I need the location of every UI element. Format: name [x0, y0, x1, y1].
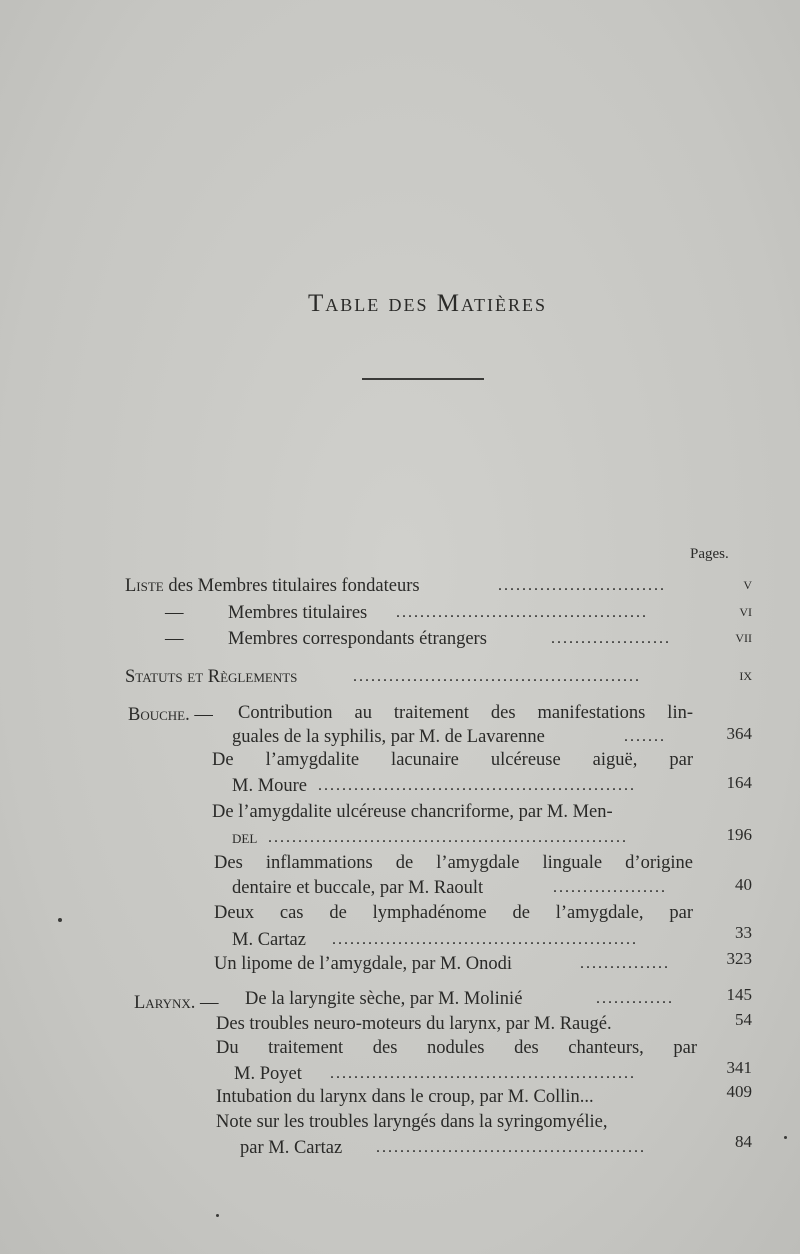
- entry-text: Deux cas de lymphadénome de l’amygdale, par: [214, 903, 693, 923]
- entry-text: Des troubles neuro-moteurs du larynx, par M. Raugé.: [216, 1014, 612, 1034]
- leader-dots: ...................................................: [332, 931, 638, 948]
- leader-dots: ............................................................: [268, 829, 628, 846]
- entry-text-cont: par M. Cartaz: [240, 1138, 343, 1158]
- page-number: 145: [726, 985, 752, 1004]
- toc-entry-liste-3: [165, 627, 487, 651]
- toc-entry-statuts: Statuts et Règlements: [125, 667, 298, 687]
- entry-text: De l’amygdalite ulcéreuse chancriforme, par M. Men-: [212, 802, 613, 822]
- pages-column-header: Pages.: [690, 546, 729, 562]
- page-number: vii: [735, 627, 752, 646]
- toc-entry-liste-1: [125, 574, 420, 598]
- leader-dots: ...............: [580, 955, 670, 972]
- entry-text-cont: M. Poyet: [234, 1064, 302, 1084]
- leader-dots: .......: [624, 728, 666, 745]
- page-number: 84: [735, 1132, 752, 1151]
- paper-speck: [58, 918, 62, 922]
- entry-text: [232, 725, 545, 749]
- leader-dots: .....................................................: [318, 777, 636, 794]
- page-title: Table des Matières: [308, 290, 547, 317]
- entry-text: Note sur les troubles laryngés dans la syringomyélie,: [216, 1112, 608, 1132]
- page-number: 323: [726, 949, 752, 968]
- page-number: 40: [735, 875, 752, 894]
- entry-text: Membres correspondants étrangers: [228, 629, 487, 649]
- entry-text-cont: M. Moure: [232, 776, 308, 796]
- entry-text: Intubation du larynx dans le croup, par M. Collin...: [216, 1087, 594, 1107]
- leader-dots: ....................: [551, 630, 671, 647]
- entry-text: Du traitement des nodules des chanteurs, par: [216, 1038, 697, 1058]
- page-number: 33: [735, 923, 752, 942]
- title-rule: [362, 378, 484, 380]
- entry-text: Des inflammations de l’amygdale linguale d’origine: [214, 853, 693, 873]
- page-number: 54: [735, 1010, 752, 1029]
- entry-text: Un lipome de l’amygdale, par M. Onodi: [214, 954, 512, 974]
- entry-text: Contribution au traitement des manifestations lin-: [238, 703, 693, 723]
- entry-text: des Membres titulaires fondateurs: [168, 576, 420, 596]
- ditto-dash: —: [165, 629, 184, 649]
- page-number: 164: [726, 773, 752, 792]
- leader-dots: ............................: [498, 577, 666, 594]
- leader-dots: .............................................: [376, 1139, 646, 1156]
- ditto-dash: —: [165, 603, 184, 623]
- entry-text-cont: del: [232, 828, 258, 848]
- leader-dots: ................................................: [353, 668, 641, 685]
- entry-text: Membres titulaires: [228, 603, 368, 623]
- leader-dots: .............: [596, 990, 674, 1007]
- section-head-liste: Liste: [125, 576, 164, 596]
- entry-text: De la laryngite sèche, par M. Molinié: [245, 989, 523, 1009]
- section-head-larynx: Larynx. —: [134, 993, 219, 1013]
- section-head-bouche: Bouche. —: [128, 705, 213, 725]
- entry-text-cont: M. Cartaz: [232, 930, 306, 950]
- entry-text-cont: dentaire et buccale, par M. Raoult: [232, 878, 484, 898]
- paper-speck: [784, 1136, 787, 1139]
- page-number: 364: [726, 724, 752, 743]
- page-number: v: [743, 574, 752, 593]
- entry-text: De l’amygdalite lacunaire ulcéreuse aiguë, par: [212, 750, 693, 770]
- leader-dots: ...................: [553, 879, 667, 896]
- entry-text-cont: guales de la syphilis, par M. de Lavarenne: [232, 727, 545, 747]
- page-number: ix: [739, 665, 752, 684]
- page-number: 341: [726, 1058, 752, 1077]
- leader-dots: ..........................................: [396, 604, 648, 621]
- toc-entry-liste-2: [165, 601, 368, 625]
- page-number: 196: [726, 825, 752, 844]
- page-number: vi: [739, 601, 752, 620]
- paper-speck: [216, 1214, 219, 1217]
- leader-dots: ...................................................: [330, 1065, 636, 1082]
- page-number: 409: [726, 1082, 752, 1101]
